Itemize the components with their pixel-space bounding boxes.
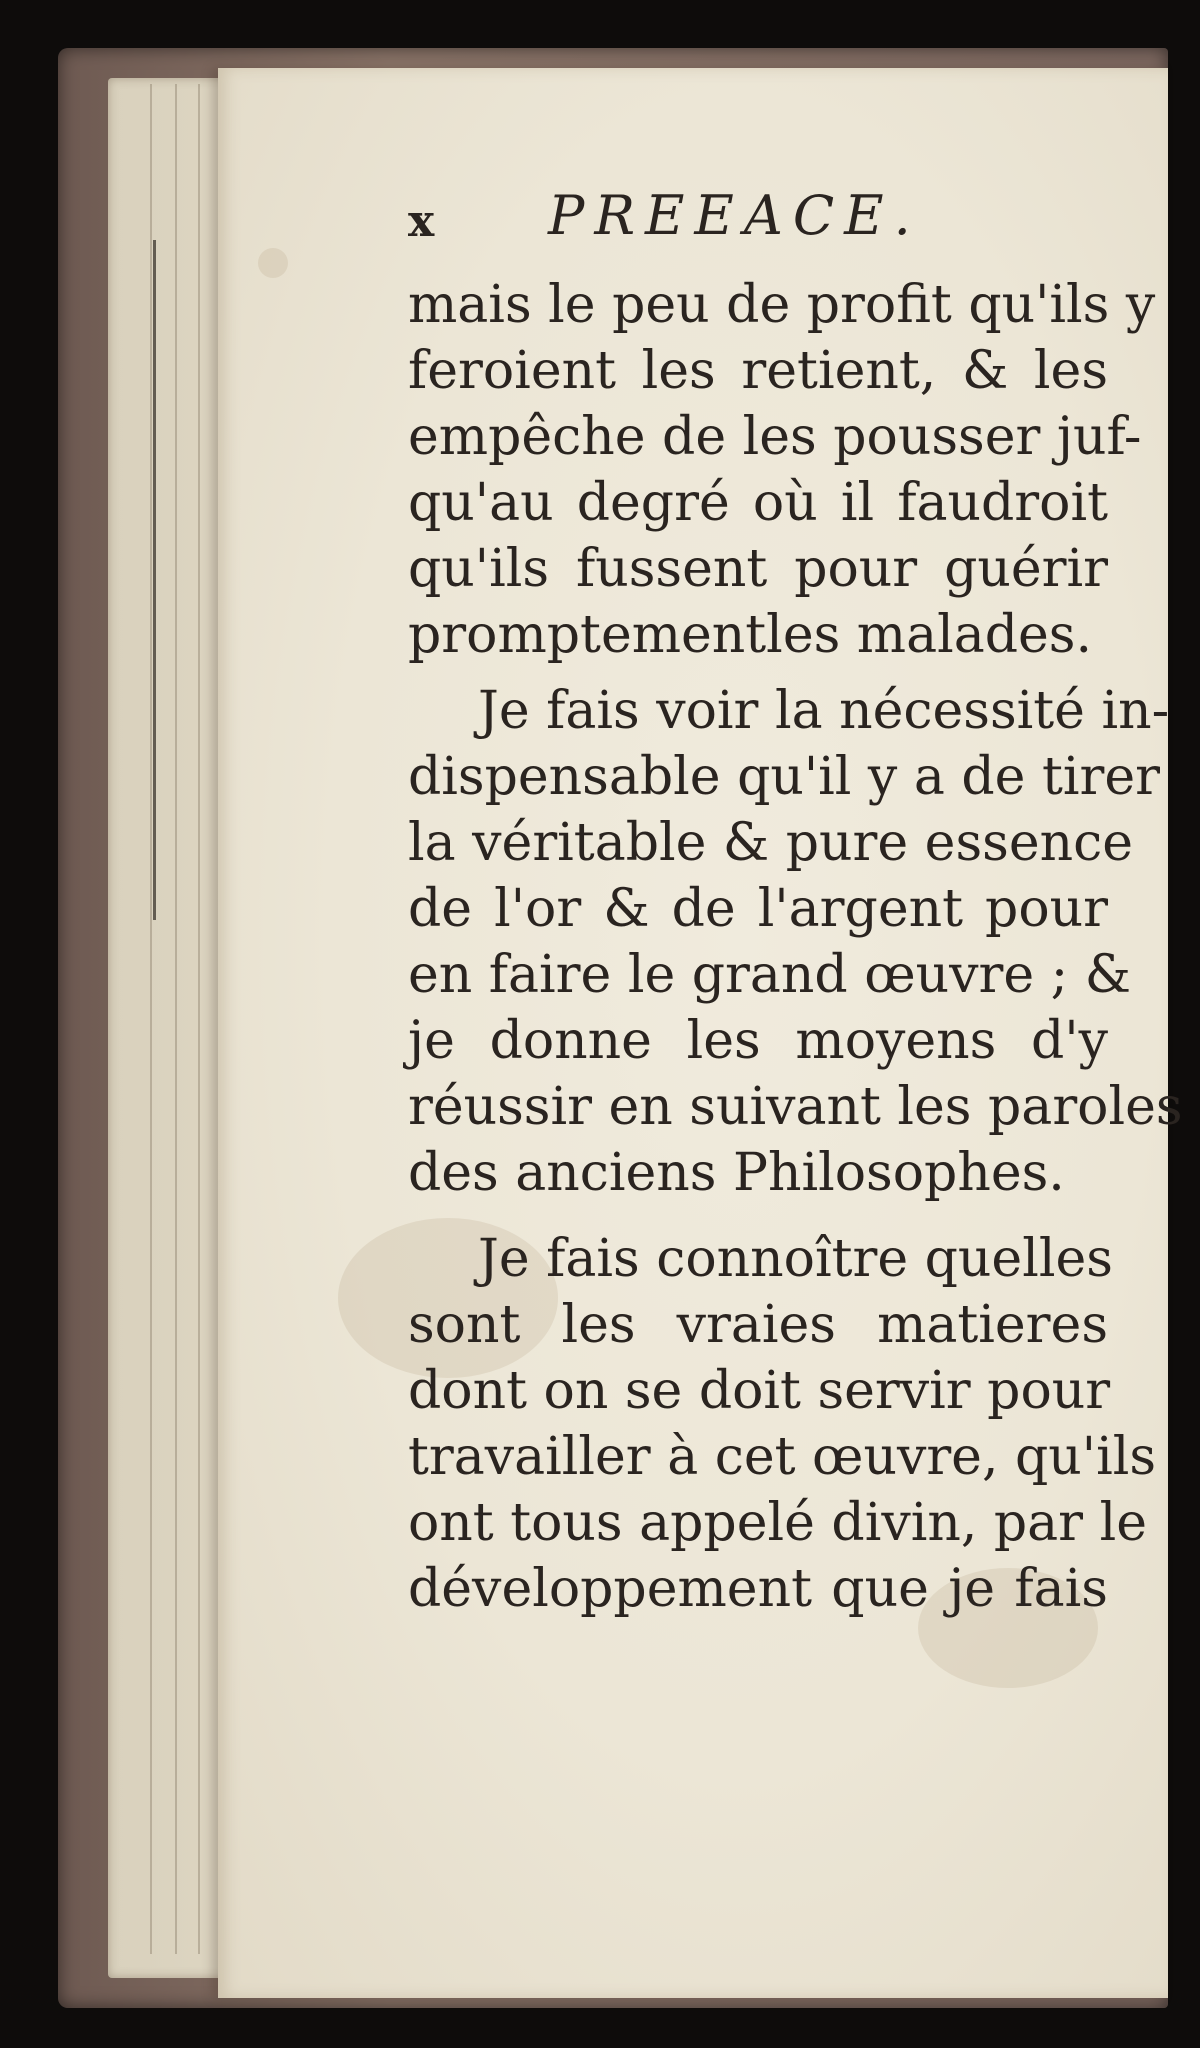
text-line: mais le peu de profit qu'ils y — [408, 275, 1156, 335]
text-line: de l'or & de l'argent pour — [408, 879, 1108, 939]
text-line: dont on se doit servir pour — [408, 1361, 1111, 1421]
text-line: promptementles malades. — [408, 605, 1093, 665]
text-line: dispensable qu'il y a de tirer — [408, 747, 1160, 807]
text-line: la véritable & pure essence — [408, 813, 1133, 873]
text-line: Je fais voir la nécessité in- — [478, 681, 1170, 741]
text-line: empêche de les pousser juf- — [408, 407, 1142, 467]
text-line: ont tous appelé divin, par le — [408, 1493, 1147, 1553]
text-line: en faire le grand œuvre ; & — [408, 945, 1131, 1005]
text-line: travailler à cet œuvre, qu'ils — [408, 1427, 1157, 1487]
text-line: Je fais connoître quelles — [478, 1229, 1113, 1289]
text-line: réussir en suivant les paroles — [408, 1077, 1183, 1137]
text-line: je donne les moyens d'y — [408, 1011, 1108, 1071]
running-title: PREEACE. — [548, 184, 921, 247]
text-line: feroient les retient, & les — [408, 341, 1108, 401]
text-line: développement que je fais — [408, 1559, 1108, 1619]
text-line: sont les vraies matieres — [408, 1295, 1108, 1355]
page-number: x — [408, 196, 436, 247]
text-line: qu'au degré où il faudroit — [408, 473, 1108, 533]
text-line: qu'ils fussent pour guérir — [408, 539, 1108, 599]
text-line: des anciens Philosophes. — [408, 1143, 1065, 1203]
